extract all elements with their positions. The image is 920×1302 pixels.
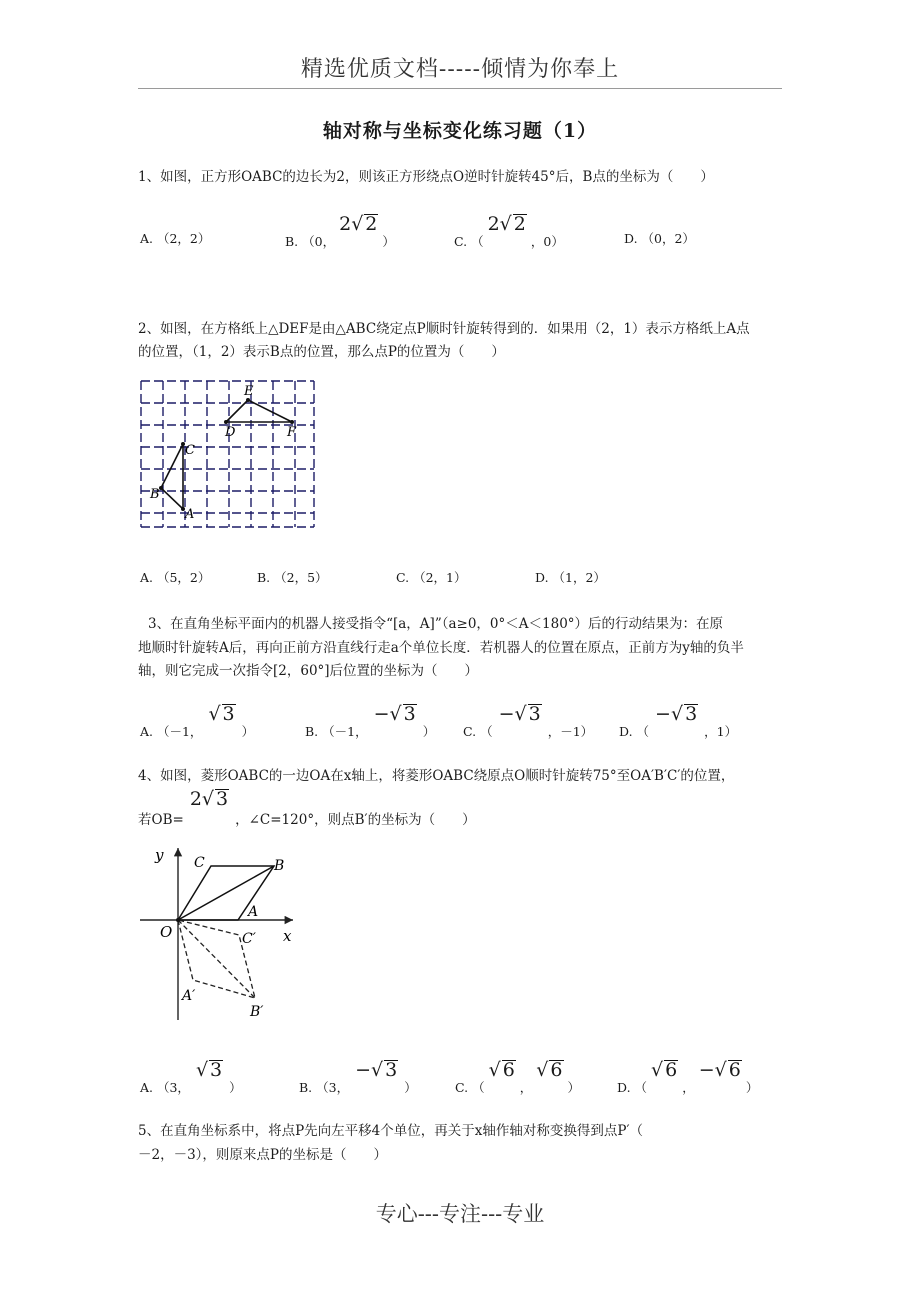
document-title: 轴对称与坐标变化练习题（1）	[322, 120, 598, 142]
question-4-line-1: 4、如图，菱形OABC的一边OA在x轴上，将菱形OABC绕原点O顺时针旋转75°至OA′B′C′的位置，	[138, 768, 735, 784]
label-c: C	[185, 443, 195, 458]
question-1-text: 1、如图，正方形OABC的边长为2，则该正方形绕点O逆时针旋转45°后，B点的坐标为（ ）	[138, 169, 714, 185]
label-d: D	[225, 425, 236, 440]
question-4-line-2: 若OB=2√ 3，∠C=120°，则点B′的坐标为（ ）	[138, 788, 476, 828]
q3-option-d: D. （−√ 3，1）	[619, 703, 738, 739]
q4-rhombus-figure	[138, 840, 308, 1025]
question-5-line-1: 5、在直角坐标系中，将点P先向左平移4个单位，再关于x轴作轴对称变换得到点P′（	[138, 1123, 644, 1139]
q4-option-c: C. （√ 6，√ 6）	[455, 1059, 581, 1095]
q2-option-a: A. （5，2）	[140, 570, 211, 585]
grid-lines	[141, 381, 314, 527]
q2-option-b: B. （2，5）	[257, 570, 328, 585]
q3-option-c: C. （−√ 3，－1）	[463, 703, 594, 739]
triangle-abc	[161, 444, 183, 509]
question-2-line-1: 2、如图，在方格纸上△DEF是由△ABC绕定点P顺时针旋转得到的．如果用（2，1）表示方格纸上A点	[138, 321, 750, 337]
q4-option-b: B. （3，−√ 3）	[299, 1059, 417, 1095]
q1-option-c: C. （2√ 2，0）	[454, 213, 564, 249]
page-footer: 专心---专注---专业	[375, 1202, 545, 1226]
q2-grid-figure	[138, 378, 318, 530]
label-b: B	[274, 858, 285, 874]
question-2-line-2: 的位置，（1，2）表示B点的位置，那么点P的位置为（ ）	[138, 344, 505, 360]
question-3-line-1: 3、在直角坐标平面内的机器人接受指令“[a，A]”（a≥0，0°＜A＜180°）后的行动结果为：在原	[148, 616, 724, 632]
header-divider	[138, 88, 782, 89]
q3-option-b: B. （－1，−√ 3）	[305, 703, 436, 739]
label-c-prime: C′	[242, 931, 256, 947]
label-b-prime: B′	[250, 1004, 264, 1020]
label-a: A	[248, 904, 259, 920]
q2-option-c: C. （2，1）	[396, 570, 467, 585]
q1-option-b: B. （0，2√ 2）	[285, 213, 395, 249]
label-o: O	[160, 923, 173, 941]
label-x: x	[283, 927, 292, 945]
q4-option-a: A. （3，√ 3）	[140, 1059, 242, 1095]
q4-option-d: D. （√ 6，−√ 6）	[617, 1059, 759, 1095]
q2-option-d: D. （1，2）	[535, 570, 606, 585]
page-header: 精选优质文档-----倾情为你奉上	[300, 57, 620, 82]
label-f: F	[287, 425, 297, 440]
label-a-prime: A′	[182, 988, 196, 1004]
question-3-line-3: 轴，则它完成一次指令[2，60°]后位置的坐标为（ ）	[138, 663, 479, 679]
label-e: E	[244, 384, 254, 399]
label-y: y	[155, 846, 164, 864]
q3-option-a: A. （－1，√ 3）	[140, 703, 255, 739]
label-b: B	[150, 487, 160, 502]
q1-option-a: A. （2，2）	[140, 231, 211, 246]
label-c: C	[194, 855, 205, 871]
question-3-line-2: 地顺时针旋转A后，再向正前方沿直线行走a个单位长度．若机器人的位置在原点，正前方为y轴的负半	[138, 640, 744, 656]
question-5-line-2: －2，－3），则原来点P的坐标是（ ）	[138, 1147, 388, 1163]
rhombus-oabc	[178, 866, 274, 920]
q1-option-d: D. （0，2）	[624, 231, 695, 246]
label-a: A	[185, 507, 195, 522]
